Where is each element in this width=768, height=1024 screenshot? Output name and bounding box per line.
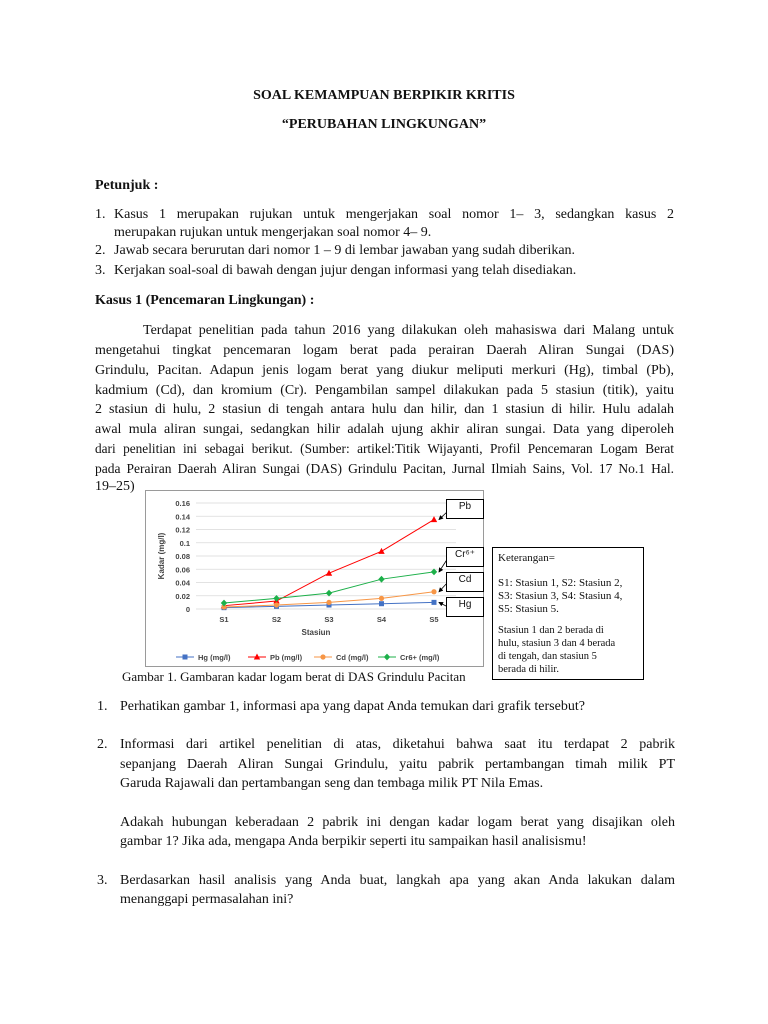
y-tick-label: 0.12 bbox=[175, 525, 190, 535]
data-point bbox=[431, 589, 436, 594]
instruction-text: Kasus 1 merupakan rujukan untuk mengerjakan soal nomor 1– 3, sedangkan kasus 2 bbox=[114, 207, 674, 222]
x-tick-label: S3 bbox=[324, 615, 334, 624]
figure-caption: Gambar 1. Gambaran kadar logam berat di DAS Grindulu Pacitan bbox=[122, 669, 466, 684]
legend-marker bbox=[384, 654, 390, 661]
y-tick-label: 0.1 bbox=[179, 538, 190, 548]
data-point bbox=[378, 576, 384, 583]
y-tick-label: 0.16 bbox=[175, 499, 190, 508]
data-point bbox=[274, 602, 279, 607]
data-point bbox=[379, 601, 384, 606]
legend-note-line: berada di hilir. bbox=[498, 664, 559, 675]
data-point bbox=[379, 596, 384, 601]
instruction-text: Kerjakan soal-soal di bawah dengan jujur dengan informasi yang telah disediakan. bbox=[114, 263, 577, 278]
instruction-text: Jawab secara berurutan dari nomor 1 – 9 di lembar jawaban yang sudah diberikan. bbox=[114, 243, 576, 258]
legend-note-line: di tengah, dan stasiun 5 bbox=[498, 651, 597, 662]
x-axis-label: Stasiun bbox=[301, 628, 331, 637]
callout-cd: Cd bbox=[446, 572, 484, 592]
question-text: Informasi dari artikel penelitian di atas, diketahui bahwa saat itu terdapat 2 pabrik bbox=[120, 737, 675, 752]
question-text: sepanjang Daerah Aliran Sungai Grindulu, yaitu pabrik pertambangan timah milik PT bbox=[120, 757, 675, 772]
y-tick-label: 0.06 bbox=[175, 565, 190, 575]
page-title: SOAL KEMAMPUAN BERPIKIR KRITIS bbox=[253, 88, 515, 103]
question-number: 1. bbox=[97, 699, 108, 714]
callout-cr: Cr⁶⁺ bbox=[446, 547, 484, 567]
x-tick-label: S2 bbox=[271, 615, 282, 624]
question-number: 2. bbox=[97, 737, 108, 752]
legend-marker bbox=[320, 654, 325, 659]
question-number: 3. bbox=[97, 873, 108, 888]
case1-paragraph-line: mengetahui tingkat pencemaran logam berat pada perairan Daerah Aliran Sungai (DAS) bbox=[95, 343, 674, 358]
instruction-number: 3. bbox=[95, 263, 106, 278]
legend-label: Cd (mg/l) bbox=[336, 653, 369, 662]
instruction-number: 2. bbox=[95, 243, 106, 258]
y-tick-label: 0.04 bbox=[175, 578, 190, 588]
data-point bbox=[431, 516, 437, 522]
y-tick-label: 0 bbox=[185, 605, 190, 614]
case1-paragraph-line: pada Perairan Daerah Aliran Sungai (DAS) Grindulu Pacitan, Jurnal Ilmiah Sains, Vol. 17 No.1 Hal. bbox=[95, 461, 674, 476]
case1-heading: Kasus 1 (Pencemaran Lingkungan) : bbox=[95, 293, 315, 308]
legend-note-line: hulu, stasiun 3 dan 4 berada bbox=[498, 638, 616, 649]
series-line bbox=[224, 572, 434, 603]
y-axis-label: Kadar (mg/l) bbox=[157, 532, 166, 580]
case1-paragraph-line: dari penelitian ini sebagai berikut. (Sumber: artikel:Titik Wijayanti, Profil Pencemaran Logam Berat bbox=[95, 441, 674, 456]
question-text: Perhatikan gambar 1, informasi apa yang dapat Anda temukan dari grafik tersebut? bbox=[120, 699, 585, 714]
x-tick-label: S1 bbox=[219, 615, 229, 624]
line-chart bbox=[146, 491, 483, 666]
case1-paragraph-line: Grindulu, Pacitan. Adapun jenis logam berat yang diukur meliputi merkuri (Hg), timbal (Pb), bbox=[95, 363, 674, 378]
question-text: menanggapi permasalahan ini? bbox=[120, 892, 294, 907]
question-text: Garuda Rajawali dan pertambangan seng dan tembaga milik PT Nila Emas. bbox=[120, 776, 544, 791]
data-point bbox=[432, 600, 437, 605]
legend-note-line: S1: Stasiun 1, S2: Stasiun 2, bbox=[498, 577, 623, 589]
instructions-heading: Petunjuk : bbox=[95, 178, 159, 193]
legend-label: Cr6+ (mg/l) bbox=[400, 653, 440, 662]
case1-paragraph-line: kadmium (Cd), dan kromium (Cr). Pengambilan sampel dilakukan pada 5 stasiun (titik), yaitu bbox=[95, 383, 674, 398]
page-subtitle: “PERUBAHAN LINGKUNGAN” bbox=[281, 117, 487, 132]
y-tick-label: 0.08 bbox=[175, 552, 190, 561]
legend-note-title: Keterangan= bbox=[498, 552, 555, 564]
y-tick-label: 0.02 bbox=[175, 591, 190, 601]
legend-note-line: S5: Stasiun 5. bbox=[498, 603, 559, 615]
x-tick-label: S4 bbox=[376, 615, 387, 624]
legend-marker bbox=[183, 655, 188, 660]
legend-label: Pb (mg/l) bbox=[270, 653, 303, 662]
question-text: Berdasarkan hasil analisis yang Anda buat, langkah apa yang akan Anda lakukan dalam bbox=[120, 873, 675, 888]
case1-paragraph-line: awal mula aliran sungai, sedangkan hilir adalah ujung akhir aliran sungai. Data yang diperoleh bbox=[95, 422, 674, 437]
data-point bbox=[326, 600, 331, 605]
case1-paragraph-line: Terdapat penelitian pada tahun 2016 yang dilakukan oleh mahasiswa dari Malang untuk bbox=[143, 323, 674, 338]
instruction-number: 1. bbox=[95, 207, 106, 222]
instruction-text: merupakan rujukan untuk mengerjakan soal nomor 4– 9. bbox=[114, 225, 432, 240]
y-tick-label: 0.14 bbox=[175, 512, 190, 522]
data-point bbox=[378, 548, 384, 554]
case1-paragraph-line: 19–25) bbox=[95, 479, 135, 494]
legend-note-line: S3: Stasiun 3, S4: Stasiun 4, bbox=[498, 590, 623, 602]
callout-pb: Pb bbox=[446, 499, 484, 519]
question-text: Adakah hubungan keberadaan 2 pabrik ini dengan kadar logam berat yang disajikan oleh bbox=[120, 815, 675, 830]
chart-frame bbox=[145, 490, 484, 667]
legend-note-box bbox=[492, 547, 644, 680]
x-tick-label: S5 bbox=[429, 615, 439, 624]
question-text: gambar 1? Jika ada, mengapa Anda berpikir seperti itu sampaikan hasil analisismu! bbox=[120, 834, 587, 849]
case1-paragraph-line: 2 stasiun di hulu, 2 stasiun di tengah antara hulu dan hilir, dan 1 stasiun di hilir. Hulu adalah bbox=[95, 402, 674, 417]
legend-label: Hg (mg/l) bbox=[198, 653, 231, 662]
callout-hg: Hg bbox=[446, 597, 484, 617]
legend-note-line: Stasiun 1 dan 2 berada di bbox=[498, 625, 604, 636]
